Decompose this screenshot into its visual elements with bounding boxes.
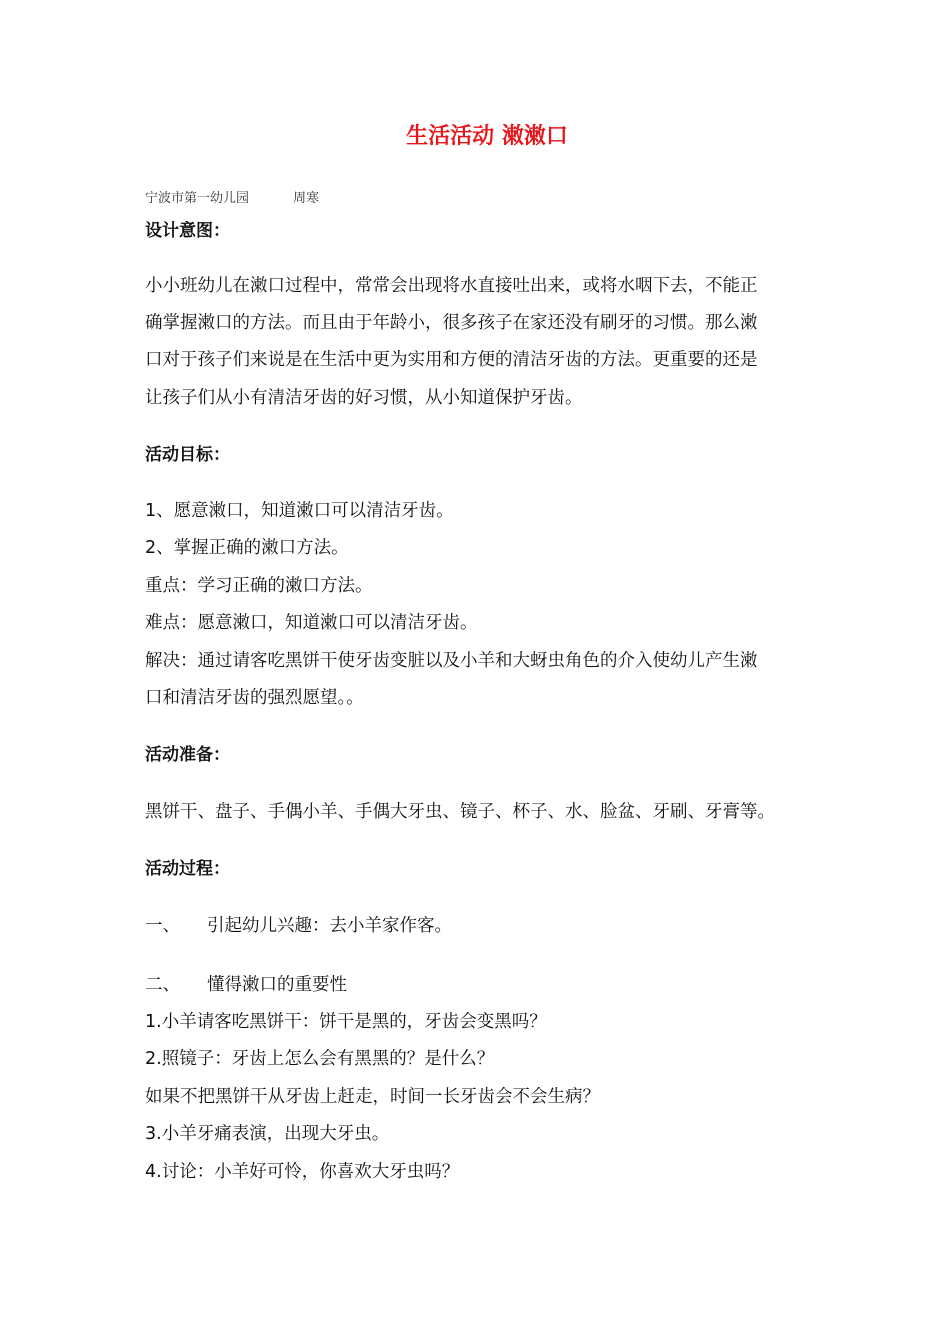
goal-line: 1、愿意潄口，知道潄口可以清洁牙齿。 — [145, 501, 454, 521]
process-line: 3.小羊牙痛表演，出现大牙虫。 — [145, 1124, 390, 1144]
document-title: 生活活动 潄潄口 — [406, 124, 568, 149]
step-text: 懂得潄口的重要性 — [207, 975, 347, 995]
process-step-2 — [145, 974, 347, 996]
process-line: 1.小羊请客吃黑饼干：饼干是黑的，牙齿会变黑吗？ — [145, 1012, 547, 1032]
design-line: 确掌握潄口的方法。而且由于年龄小，很多孩子在家还没有刷牙的习惯。那么潄 — [145, 313, 758, 333]
process-line: 如果不把黑饼干从牙齿上赶走，时间一长牙齿会不会生病？ — [145, 1087, 600, 1107]
goal-line: 2、掌握正确的潄口方法。 — [145, 538, 349, 558]
design-line: 小小班幼儿在潄口过程中，常常会出现将水直接吐出来，或将水咽下去，不能正 — [145, 276, 758, 296]
goal-line: 重点：学习正确的潄口方法。 — [145, 576, 373, 596]
goal-line: 解决：通过请客吃黑饼干使牙齿变脏以及小羊和大蚜虫角色的介入使幼儿产生潄 — [145, 651, 758, 671]
design-line: 口对于孩子们来说是在生活中更为实用和方便的清洁牙齿的方法。更重要的还是 — [145, 350, 758, 370]
step-number: 一、 — [145, 916, 180, 936]
goals-heading: 活动目标： — [145, 445, 230, 465]
step-text: 引起幼儿兴趣：去小羊家作客。 — [207, 916, 452, 936]
author-org: 宁波市第一幼儿园 — [145, 191, 250, 206]
step-number: 二、 — [145, 975, 180, 995]
process-line: 2.照镜子：牙齿上怎么会有黑黑的？是什么？ — [145, 1049, 495, 1069]
process-line: 4.讨论：小羊好可怜，你喜欢大牙虫吗？ — [145, 1162, 460, 1182]
design-heading: 设计意图： — [145, 221, 230, 241]
author-name: 周寒 — [293, 191, 320, 206]
design-line: 让孩子们从小有清洁牙齿的好习惯，从小知道保护牙齿。 — [145, 388, 583, 408]
process-heading: 活动过程： — [145, 859, 230, 879]
goal-line: 难点：愿意潄口，知道潄口可以清洁牙齿。 — [145, 613, 478, 633]
author-line — [145, 188, 319, 210]
goal-line: 口和清洁牙齿的强烈愿望。。 — [145, 688, 364, 708]
process-step-1 — [145, 915, 452, 937]
prep-heading: 活动准备： — [145, 745, 230, 765]
prep-line: 黑饼干、盘子、手偶小羊、手偶大牙虫、镜子、杯子、水、脸盆、牙刷、牙膏等。 — [145, 802, 775, 822]
